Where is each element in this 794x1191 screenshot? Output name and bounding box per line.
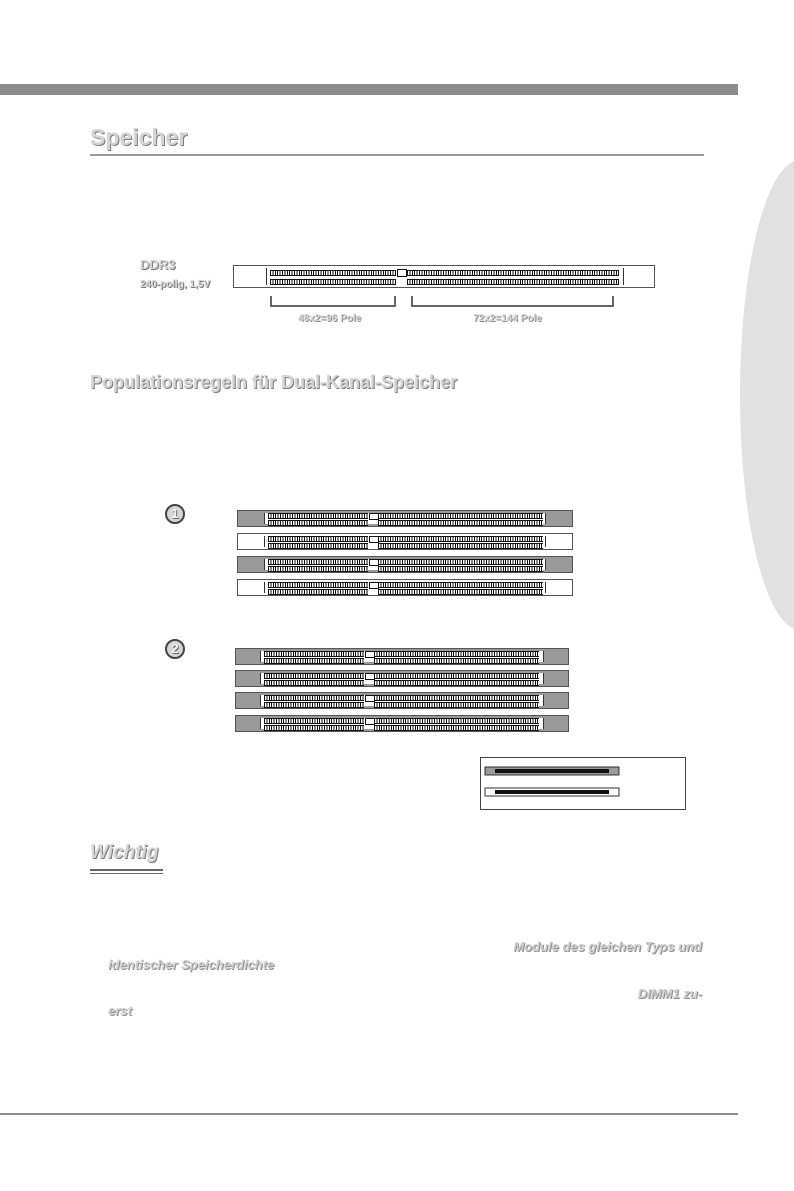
- slot-legend: [480, 757, 686, 810]
- pin-brackets: [265, 292, 625, 312]
- important-line-1-end: Module des gleichen Typs und: [513, 939, 702, 954]
- ddr-spec-label: 240-polig, 1,5V: [140, 279, 211, 290]
- header-band: [0, 84, 738, 95]
- chapter-side-tab: [740, 160, 794, 630]
- section-title: Speicher: [90, 124, 188, 150]
- section-title-rule: [90, 154, 704, 156]
- pins-left-label: 48x2=96 Pole: [298, 313, 362, 324]
- config2-slot-3: [235, 692, 569, 709]
- important-line-4: erst: [108, 1003, 132, 1018]
- config2-slot-1: [235, 648, 569, 665]
- population-title: Populationsregeln für Dual-Kanal-Speicher: [90, 372, 458, 392]
- config1-slot-2: [237, 533, 573, 550]
- config1-slot-4: [237, 579, 573, 596]
- config2-slot-4: [235, 715, 569, 732]
- config-1-badge: 1: [165, 504, 185, 524]
- important-title: Wichtig: [90, 842, 159, 863]
- ddr-type-label: DDR3: [140, 257, 176, 272]
- footer-rule: [0, 1113, 738, 1115]
- ddr3-module-diagram: [233, 265, 655, 288]
- pins-right-label: 72x2=144 Pole: [473, 313, 542, 324]
- important-rule-2: [90, 873, 163, 874]
- config1-slot-3: [237, 556, 573, 573]
- important-line-2: identischer Speicherdichte: [108, 957, 275, 972]
- config-2-badge: 2: [165, 639, 185, 659]
- config2-slot-2: [235, 670, 569, 687]
- config1-slot-1: [237, 510, 573, 527]
- slot-legend-graphic: [481, 758, 687, 811]
- important-rule-1: [90, 869, 163, 871]
- important-line-3-end: DIMM1 zu-: [637, 986, 702, 1001]
